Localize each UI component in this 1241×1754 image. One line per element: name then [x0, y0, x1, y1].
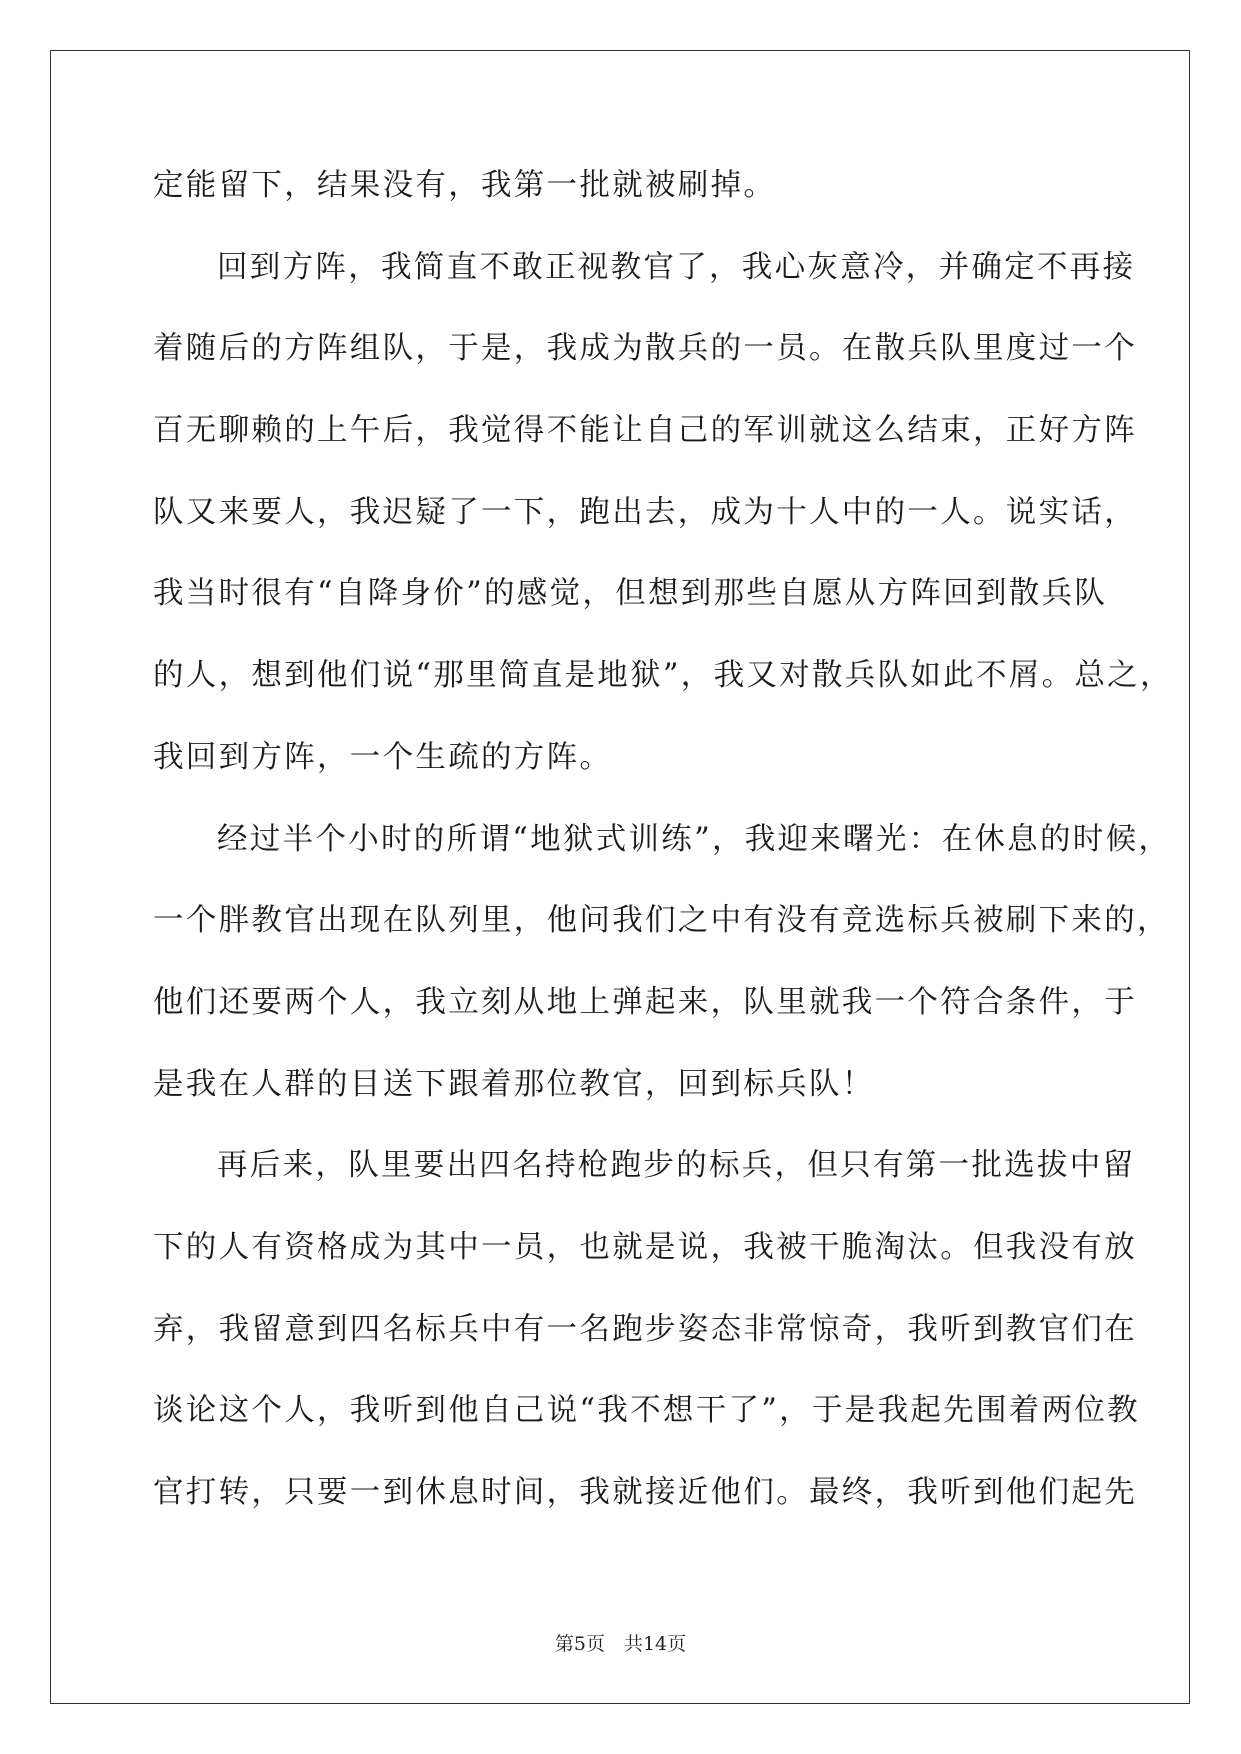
text-line: 回到方阵，我简直不敢正视教官了，我心灰意冷，并确定不再接 [217, 249, 1136, 285]
text-line: 官打转，只要一到休息时间，我就接近他们。最终，我听到他们起先 [153, 1475, 1137, 1510]
text-line: 经过半个小时的所谓“地狱式训练”，我迎来曙光：在休息的时候， [217, 821, 1172, 857]
text-line: 我回到方阵，一个生疏的方阵。 [153, 739, 613, 775]
text-line: 谈论这个人，我听到他自己说“我不想干了”，于是我起先围着两位教 [153, 1393, 1140, 1429]
text-line: 是我在人群的目送下跟着那位教官，回到标兵队！ [153, 1066, 875, 1102]
text-line: 我当时很有“自降身价”的感觉，但想到那些自愿从方阵回到散兵队 [153, 576, 1108, 612]
text-line: 下的人有资格成为其中一员，也就是说，我被干脆淘汰。但我没有放 [153, 1229, 1137, 1265]
text-line: 弃，我留意到四名标兵中有一名跑步姿态非常惊奇，我听到教官们在 [153, 1311, 1137, 1347]
text-line: 队又来要人，我迟疑了一下，跑出去，成为十人中的一人。说实话， [153, 494, 1137, 530]
text-line: 着随后的方阵组队，于是，我成为散兵的一员。在散兵队里度过一个 [153, 331, 1137, 367]
text-line: 他们还要两个人，我立刻从地上弹起来，队里就我一个符合条件，于 [153, 984, 1137, 1020]
page-number-footer: 第5页 共14页 [554, 1633, 687, 1655]
body-text [153, 162, 1173, 1551]
text-line: 百无聊赖的上午后，我觉得不能让自己的军训就这么结束，正好方阵 [153, 413, 1137, 449]
text-line: 定能留下，结果没有，我第一批就被刷掉。 [153, 168, 777, 203]
text-line: 的人，想到他们说“那里简直是地狱”，我又对散兵队如此不屑。总之， [153, 658, 1173, 694]
text-line: 一个胖教官出现在队列里，他问我们之中有没有竞选标兵被刷下来的， [153, 903, 1170, 939]
text-line: 再后来，队里要出四名持枪跑步的标兵，但只有第一批选拔中留 [217, 1148, 1136, 1184]
